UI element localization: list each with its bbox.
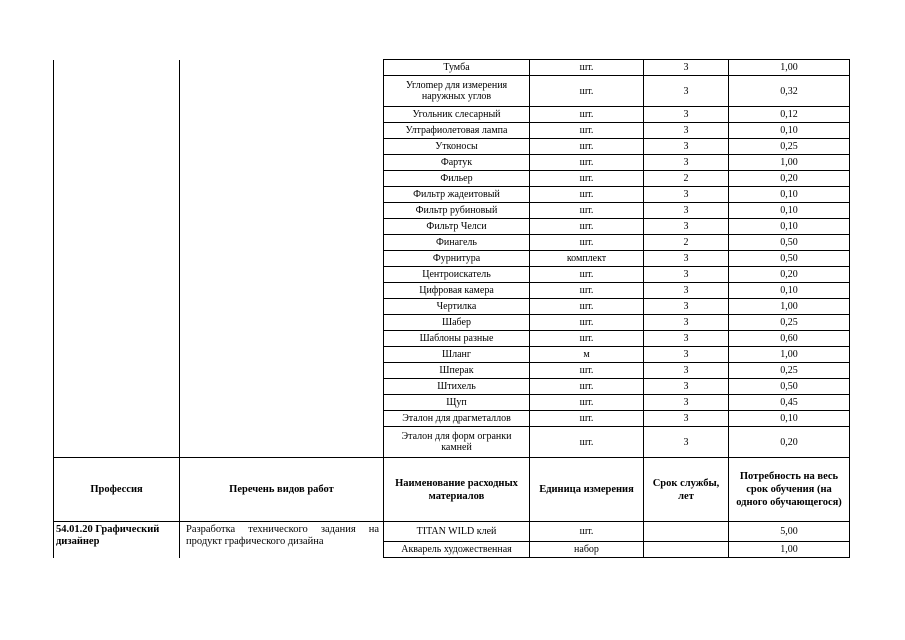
material-term: 3 <box>644 379 729 395</box>
material-name: Утконосы <box>384 139 530 155</box>
material-need: 0,20 <box>729 427 850 458</box>
works-cell <box>180 315 384 331</box>
material-need: 0,20 <box>729 171 850 187</box>
works-cell <box>180 283 384 299</box>
profession-cell <box>54 219 180 235</box>
material-unit: шт. <box>530 395 644 411</box>
material-unit: шт. <box>530 123 644 139</box>
material-name: Фильер <box>384 171 530 187</box>
material-term: 3 <box>644 187 729 203</box>
works-cell <box>180 395 384 411</box>
table-row <box>54 219 850 235</box>
material-need: 5,00 <box>729 522 850 542</box>
works-cell <box>180 155 384 171</box>
material-term: 3 <box>644 315 729 331</box>
material-term: 2 <box>644 235 729 251</box>
material-term <box>644 522 729 542</box>
material-need: 0,10 <box>729 219 850 235</box>
works-cell <box>180 123 384 139</box>
material-name: Акварель художественная <box>384 542 530 558</box>
material-name: Цифровая камера <box>384 283 530 299</box>
material-unit: набор <box>530 542 644 558</box>
header-term: Срок службы, лет <box>644 458 729 522</box>
profession-cell <box>54 60 180 76</box>
material-term: 3 <box>644 411 729 427</box>
material-need: 0,10 <box>729 123 850 139</box>
material-name: Угольник слесарный <box>384 107 530 123</box>
material-need: 0,45 <box>729 395 850 411</box>
table-row <box>54 171 850 187</box>
material-unit: шт. <box>530 363 644 379</box>
material-term: 3 <box>644 363 729 379</box>
material-need: 0,50 <box>729 379 850 395</box>
material-unit: шт. <box>530 155 644 171</box>
profession-cell <box>54 251 180 267</box>
material-need: 0,10 <box>729 203 850 219</box>
table-row <box>54 331 850 347</box>
material-term: 3 <box>644 76 729 107</box>
profession-cell <box>54 315 180 331</box>
works-cell <box>180 187 384 203</box>
material-need: 0,60 <box>729 331 850 347</box>
table-row <box>54 283 850 299</box>
material-name: Шаблоны разные <box>384 331 530 347</box>
material-name: Ултрафиолетовая лампа <box>384 123 530 139</box>
profession-cell <box>54 411 180 427</box>
profession-cell <box>54 427 180 458</box>
profession-cell <box>54 235 180 251</box>
profession-name: 54.01.20 Графический дизайнер <box>54 522 180 558</box>
material-name: Штихель <box>384 379 530 395</box>
material-need: 0,20 <box>729 267 850 283</box>
material-need: 0,32 <box>729 76 850 107</box>
material-need: 1,00 <box>729 155 850 171</box>
header-material: Наименование расходных материалов <box>384 458 530 522</box>
material-unit: шт. <box>530 187 644 203</box>
profession-cell <box>54 171 180 187</box>
table-row <box>54 107 850 123</box>
profession-cell <box>54 379 180 395</box>
material-name: Фильтр Челси <box>384 219 530 235</box>
material-term: 2 <box>644 171 729 187</box>
material-need: 0,10 <box>729 411 850 427</box>
works-cell <box>180 267 384 283</box>
materials-table-body <box>54 60 850 558</box>
material-term: 3 <box>644 203 729 219</box>
table-row <box>54 427 850 458</box>
material-need: 0,25 <box>729 363 850 379</box>
profession-cell <box>54 123 180 139</box>
table-row <box>54 299 850 315</box>
profession-cell <box>54 395 180 411</box>
material-need: 0,25 <box>729 139 850 155</box>
material-name: Эталон для форм огранки камней <box>384 427 530 458</box>
material-name: Чертилка <box>384 299 530 315</box>
work-description: Разработка технического задания на продукт графического дизайна <box>180 522 384 558</box>
material-need: 0,50 <box>729 235 850 251</box>
material-term: 3 <box>644 219 729 235</box>
material-name: Эталон для драгметаллов <box>384 411 530 427</box>
table-row <box>54 76 850 107</box>
header-profession: Профессия <box>54 458 180 522</box>
materials-table <box>53 59 850 558</box>
table-row <box>54 395 850 411</box>
material-term: 3 <box>644 347 729 363</box>
material-unit: шт. <box>530 60 644 76</box>
material-name: Фильтр жадеитовый <box>384 187 530 203</box>
profession-cell <box>54 203 180 219</box>
works-cell <box>180 411 384 427</box>
material-need: 0,25 <box>729 315 850 331</box>
table-row <box>54 187 850 203</box>
profession-cell <box>54 363 180 379</box>
material-name: Шланг <box>384 347 530 363</box>
works-cell <box>180 219 384 235</box>
material-name: Фильтр рубиновый <box>384 203 530 219</box>
profession-cell <box>54 76 180 107</box>
material-unit: шт. <box>530 427 644 458</box>
works-cell <box>180 331 384 347</box>
table-row <box>54 60 850 76</box>
material-name: Фурнитура <box>384 251 530 267</box>
material-unit: шт. <box>530 411 644 427</box>
material-term: 3 <box>644 267 729 283</box>
header-row <box>54 458 850 522</box>
material-term: 3 <box>644 299 729 315</box>
works-cell <box>180 235 384 251</box>
material-unit: шт. <box>530 76 644 107</box>
material-name: TITAN WILD клей <box>384 522 530 542</box>
works-cell <box>180 76 384 107</box>
material-name: Тумба <box>384 60 530 76</box>
profession-cell <box>54 139 180 155</box>
material-unit: шт. <box>530 203 644 219</box>
works-cell <box>180 139 384 155</box>
works-cell <box>180 251 384 267</box>
material-need: 1,00 <box>729 347 850 363</box>
profession-cell <box>54 299 180 315</box>
works-cell <box>180 363 384 379</box>
material-term: 3 <box>644 331 729 347</box>
material-term: 3 <box>644 427 729 458</box>
profession-cell <box>54 331 180 347</box>
works-cell <box>180 427 384 458</box>
material-unit: шт. <box>530 171 644 187</box>
table-row <box>54 315 850 331</box>
material-unit: шт. <box>530 219 644 235</box>
table-row <box>54 267 850 283</box>
material-name: Шабер <box>384 315 530 331</box>
material-need: 0,10 <box>729 187 850 203</box>
material-name: Фартук <box>384 155 530 171</box>
material-unit: шт. <box>530 235 644 251</box>
material-unit: шт. <box>530 379 644 395</box>
table-row <box>54 123 850 139</box>
material-need: 1,00 <box>729 542 850 558</box>
works-cell <box>180 60 384 76</box>
material-name: Шперак <box>384 363 530 379</box>
material-name: Финагель <box>384 235 530 251</box>
table-row <box>54 235 850 251</box>
material-term: 3 <box>644 107 729 123</box>
profession-cell <box>54 347 180 363</box>
material-name: Углomер для измерения наружных углов <box>384 76 530 107</box>
table-row <box>54 139 850 155</box>
works-cell <box>180 379 384 395</box>
material-need: 0,50 <box>729 251 850 267</box>
table-row <box>54 155 850 171</box>
material-need: 0,10 <box>729 283 850 299</box>
material-unit: шт. <box>530 522 644 542</box>
table-row <box>54 411 850 427</box>
material-term: 3 <box>644 139 729 155</box>
table-row <box>54 347 850 363</box>
material-unit: шт. <box>530 315 644 331</box>
material-term: 3 <box>644 60 729 76</box>
table-row <box>54 251 850 267</box>
profession-cell <box>54 187 180 203</box>
profession-cell <box>54 267 180 283</box>
works-cell <box>180 203 384 219</box>
material-term: 3 <box>644 251 729 267</box>
material-need: 0,12 <box>729 107 850 123</box>
material-term: 3 <box>644 155 729 171</box>
works-cell <box>180 299 384 315</box>
header-need: Потребность на весь срок обучения (на одного обучающегося) <box>729 458 850 522</box>
works-cell <box>180 347 384 363</box>
material-unit: шт. <box>530 283 644 299</box>
profession-cell <box>54 283 180 299</box>
table-row <box>54 363 850 379</box>
header-unit: Единица измерения <box>530 458 644 522</box>
table-row <box>54 203 850 219</box>
material-term: 3 <box>644 395 729 411</box>
material-unit: шт. <box>530 139 644 155</box>
profession-cell <box>54 107 180 123</box>
works-cell <box>180 171 384 187</box>
material-need: 1,00 <box>729 299 850 315</box>
material-unit: шт. <box>530 107 644 123</box>
material-name: Щуп <box>384 395 530 411</box>
material-term: 3 <box>644 123 729 139</box>
header-works: Перечень видов работ <box>180 458 384 522</box>
material-term <box>644 542 729 558</box>
material-unit: шт. <box>530 331 644 347</box>
table-row <box>54 522 850 542</box>
profession-cell <box>54 155 180 171</box>
table-row <box>54 379 850 395</box>
material-need: 1,00 <box>729 60 850 76</box>
material-unit: м <box>530 347 644 363</box>
works-cell <box>180 107 384 123</box>
material-unit: шт. <box>530 267 644 283</box>
material-unit: шт. <box>530 299 644 315</box>
material-unit: комплект <box>530 251 644 267</box>
material-term: 3 <box>644 283 729 299</box>
material-name: Центроискатель <box>384 267 530 283</box>
